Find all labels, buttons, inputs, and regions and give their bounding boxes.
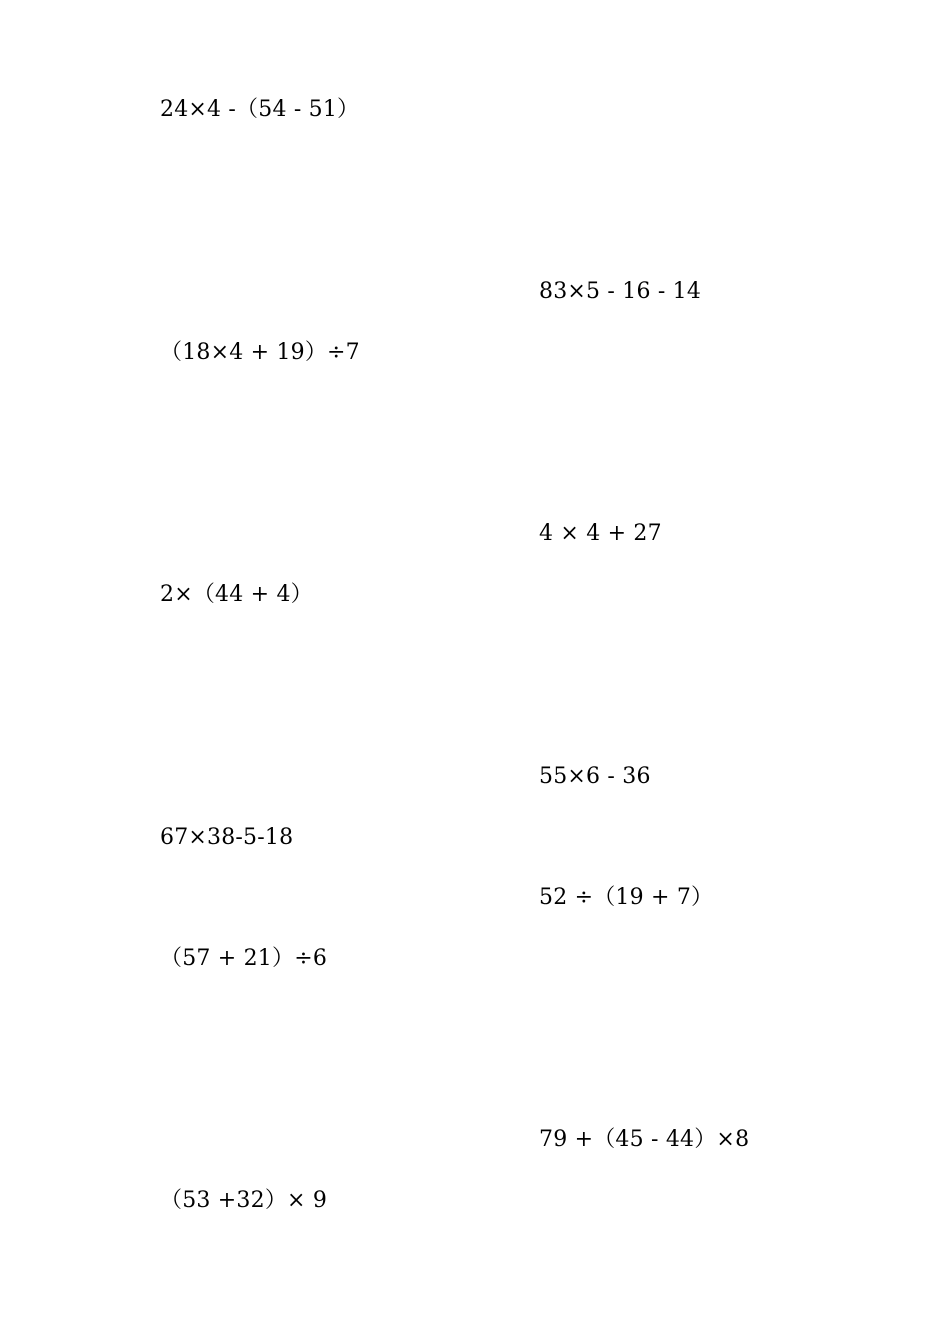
math-expression: 79 +（45 - 44）×8 — [539, 1127, 750, 1152]
math-expression: 55×6 - 36 — [539, 764, 651, 789]
math-expression: （53 +32）× 9 — [160, 1188, 328, 1213]
math-expression: 24×4 -（54 - 51） — [160, 97, 360, 122]
math-expression: 4 × 4 + 27 — [539, 521, 662, 546]
math-expression: 67×38-5-18 — [160, 825, 294, 850]
math-expression: 83×5 - 16 - 14 — [539, 279, 702, 304]
math-expression: （18×4 + 19）÷7 — [160, 340, 360, 365]
math-expression: 52 ÷（19 + 7） — [539, 885, 714, 910]
math-expression: 2×（44 + 4） — [160, 582, 313, 607]
math-expression: （57 + 21）÷6 — [160, 946, 328, 971]
